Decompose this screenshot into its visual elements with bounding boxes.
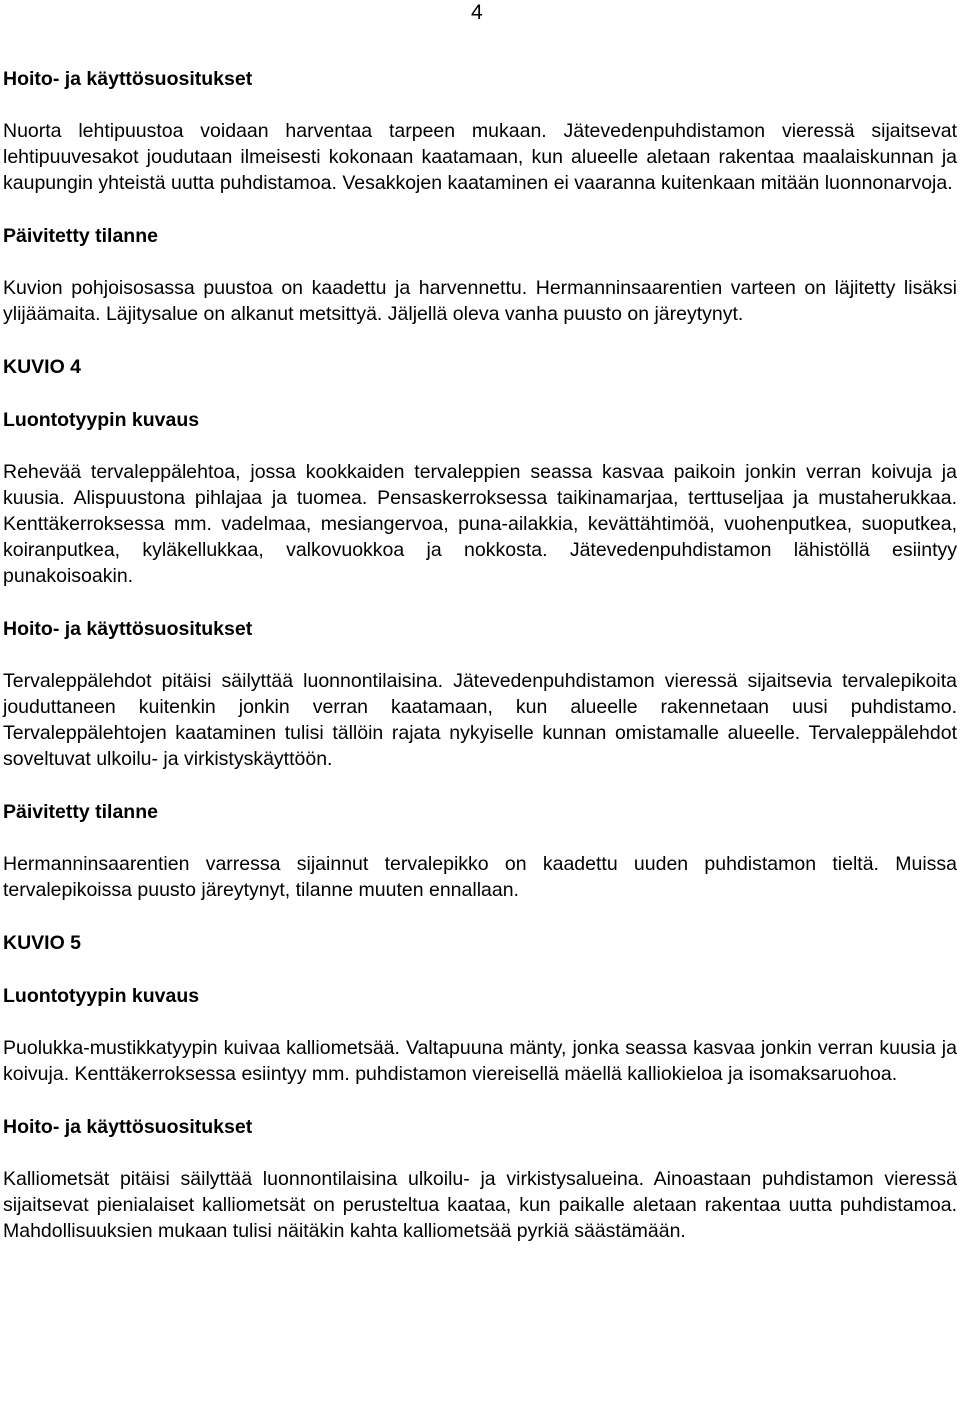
section-heading: Päivitetty tilanne xyxy=(3,801,158,823)
paragraph: Tervaleppälehdot pitäisi säilyttää luonnontilaisina. Jätevedenpuhdistamon vieressä sijaitsevia tervalepikoita jouduttaneen kuitenkin jonkin verran kaatamaan, kun alueelle rakennetaan uusi puhdistamo. Tervaleppälehtojen kaataminen tulisi tällöin rajata nykyiselle kunnan omistamalle alueelle. Tervaleppälehdot soveltuvat ulkoilu- ja virkistyskäyttöön. xyxy=(3,670,957,770)
section-heading: Hoito- ja käyttösuositukset xyxy=(3,1116,253,1138)
section-heading: Luontotyypin kuvaus xyxy=(3,985,200,1007)
page-number: 4 xyxy=(471,1,483,24)
paragraph: Hermanninsaarentien varressa sijainnut tervalepikko on kaadettu uuden puhdistamon tieltä. Muissa tervalepikoissa puusto järeytynyt, tilanne muuten ennallaan. xyxy=(3,853,957,901)
paragraph: Kuvion pohjoisosassa puustoa on kaadettu ja harvennettu. Hermanninsaarentien varteen on läjitetty lisäksi ylijäämaita. Läjitysalue on alkanut metsittyä. Jäljellä oleva vanha puusto on järeytynyt. xyxy=(3,277,957,325)
section-heading: Hoito- ja käyttösuositukset xyxy=(3,618,253,640)
section-heading: Hoito- ja käyttösuositukset xyxy=(3,68,253,90)
figure-heading: KUVIO 4 xyxy=(3,356,82,378)
paragraph: Kalliometsät pitäisi säilyttää luonnontilaisina ulkoilu- ja virkistysalueina. Ainoastaan puhdistamon vieressä sijaitsevat pienialaiset kalliometsät on perusteltua kaataa, kun paikalle aletaan rakentaa uutta puhdistamoa. Mahdollisuuksien mukaan tulisi näitäkin kahta kalliometsää pyrkiä säästämään. xyxy=(3,1168,957,1242)
section-heading: Päivitetty tilanne xyxy=(3,225,158,247)
section-heading: Luontotyypin kuvaus xyxy=(3,409,200,431)
document-body xyxy=(3,66,957,1244)
paragraph: Nuorta lehtipuustoa voidaan harventaa tarpeen mukaan. Jätevedenpuhdistamon vieressä sijaitsevat lehtipuuvesakot joudutaan ilmeisesti kokonaan kaatamaan, kun alueelle aletaan rakentaa maalaiskunnan ja kaupungin yhteistä uutta puhdistamoa. Vesakkojen kaataminen ei vaaranna kuitenkaan mitään luonnonarvoja. xyxy=(3,120,957,194)
paragraph: Rehevää tervaleppälehtoa, jossa kookkaiden tervaleppien seassa kasvaa paikoin jonkin verran koivuja ja kuusia. Alispuustona pihlajaa ja tuomea. Pensaskerroksessa taikinamarjaa, terttuseljaa ja mustaherukkaa. Kenttäkerroksessa mm. vadelmaa, mesiangervoa, puna-ailakkia, kevättähtimöä, vuohenputkea, suoputkea, koiranputkea, kyläkellukkaa, valkovuokkoa ja nokkosta. Jätevedenpuhdistamon lähistöllä esiintyy punakoisoakin. xyxy=(3,461,957,587)
paragraph: Puolukka-mustikkatyypin kuivaa kalliometsää. Valtapuuna mänty, jonka seassa kasvaa jonkin verran kuusia ja koivuja. Kenttäkerroksessa esiintyy mm. puhdistamon viereisellä mäellä kalliokieloa ja isomaksaruohoa. xyxy=(3,1037,957,1085)
figure-heading: KUVIO 5 xyxy=(3,932,82,954)
